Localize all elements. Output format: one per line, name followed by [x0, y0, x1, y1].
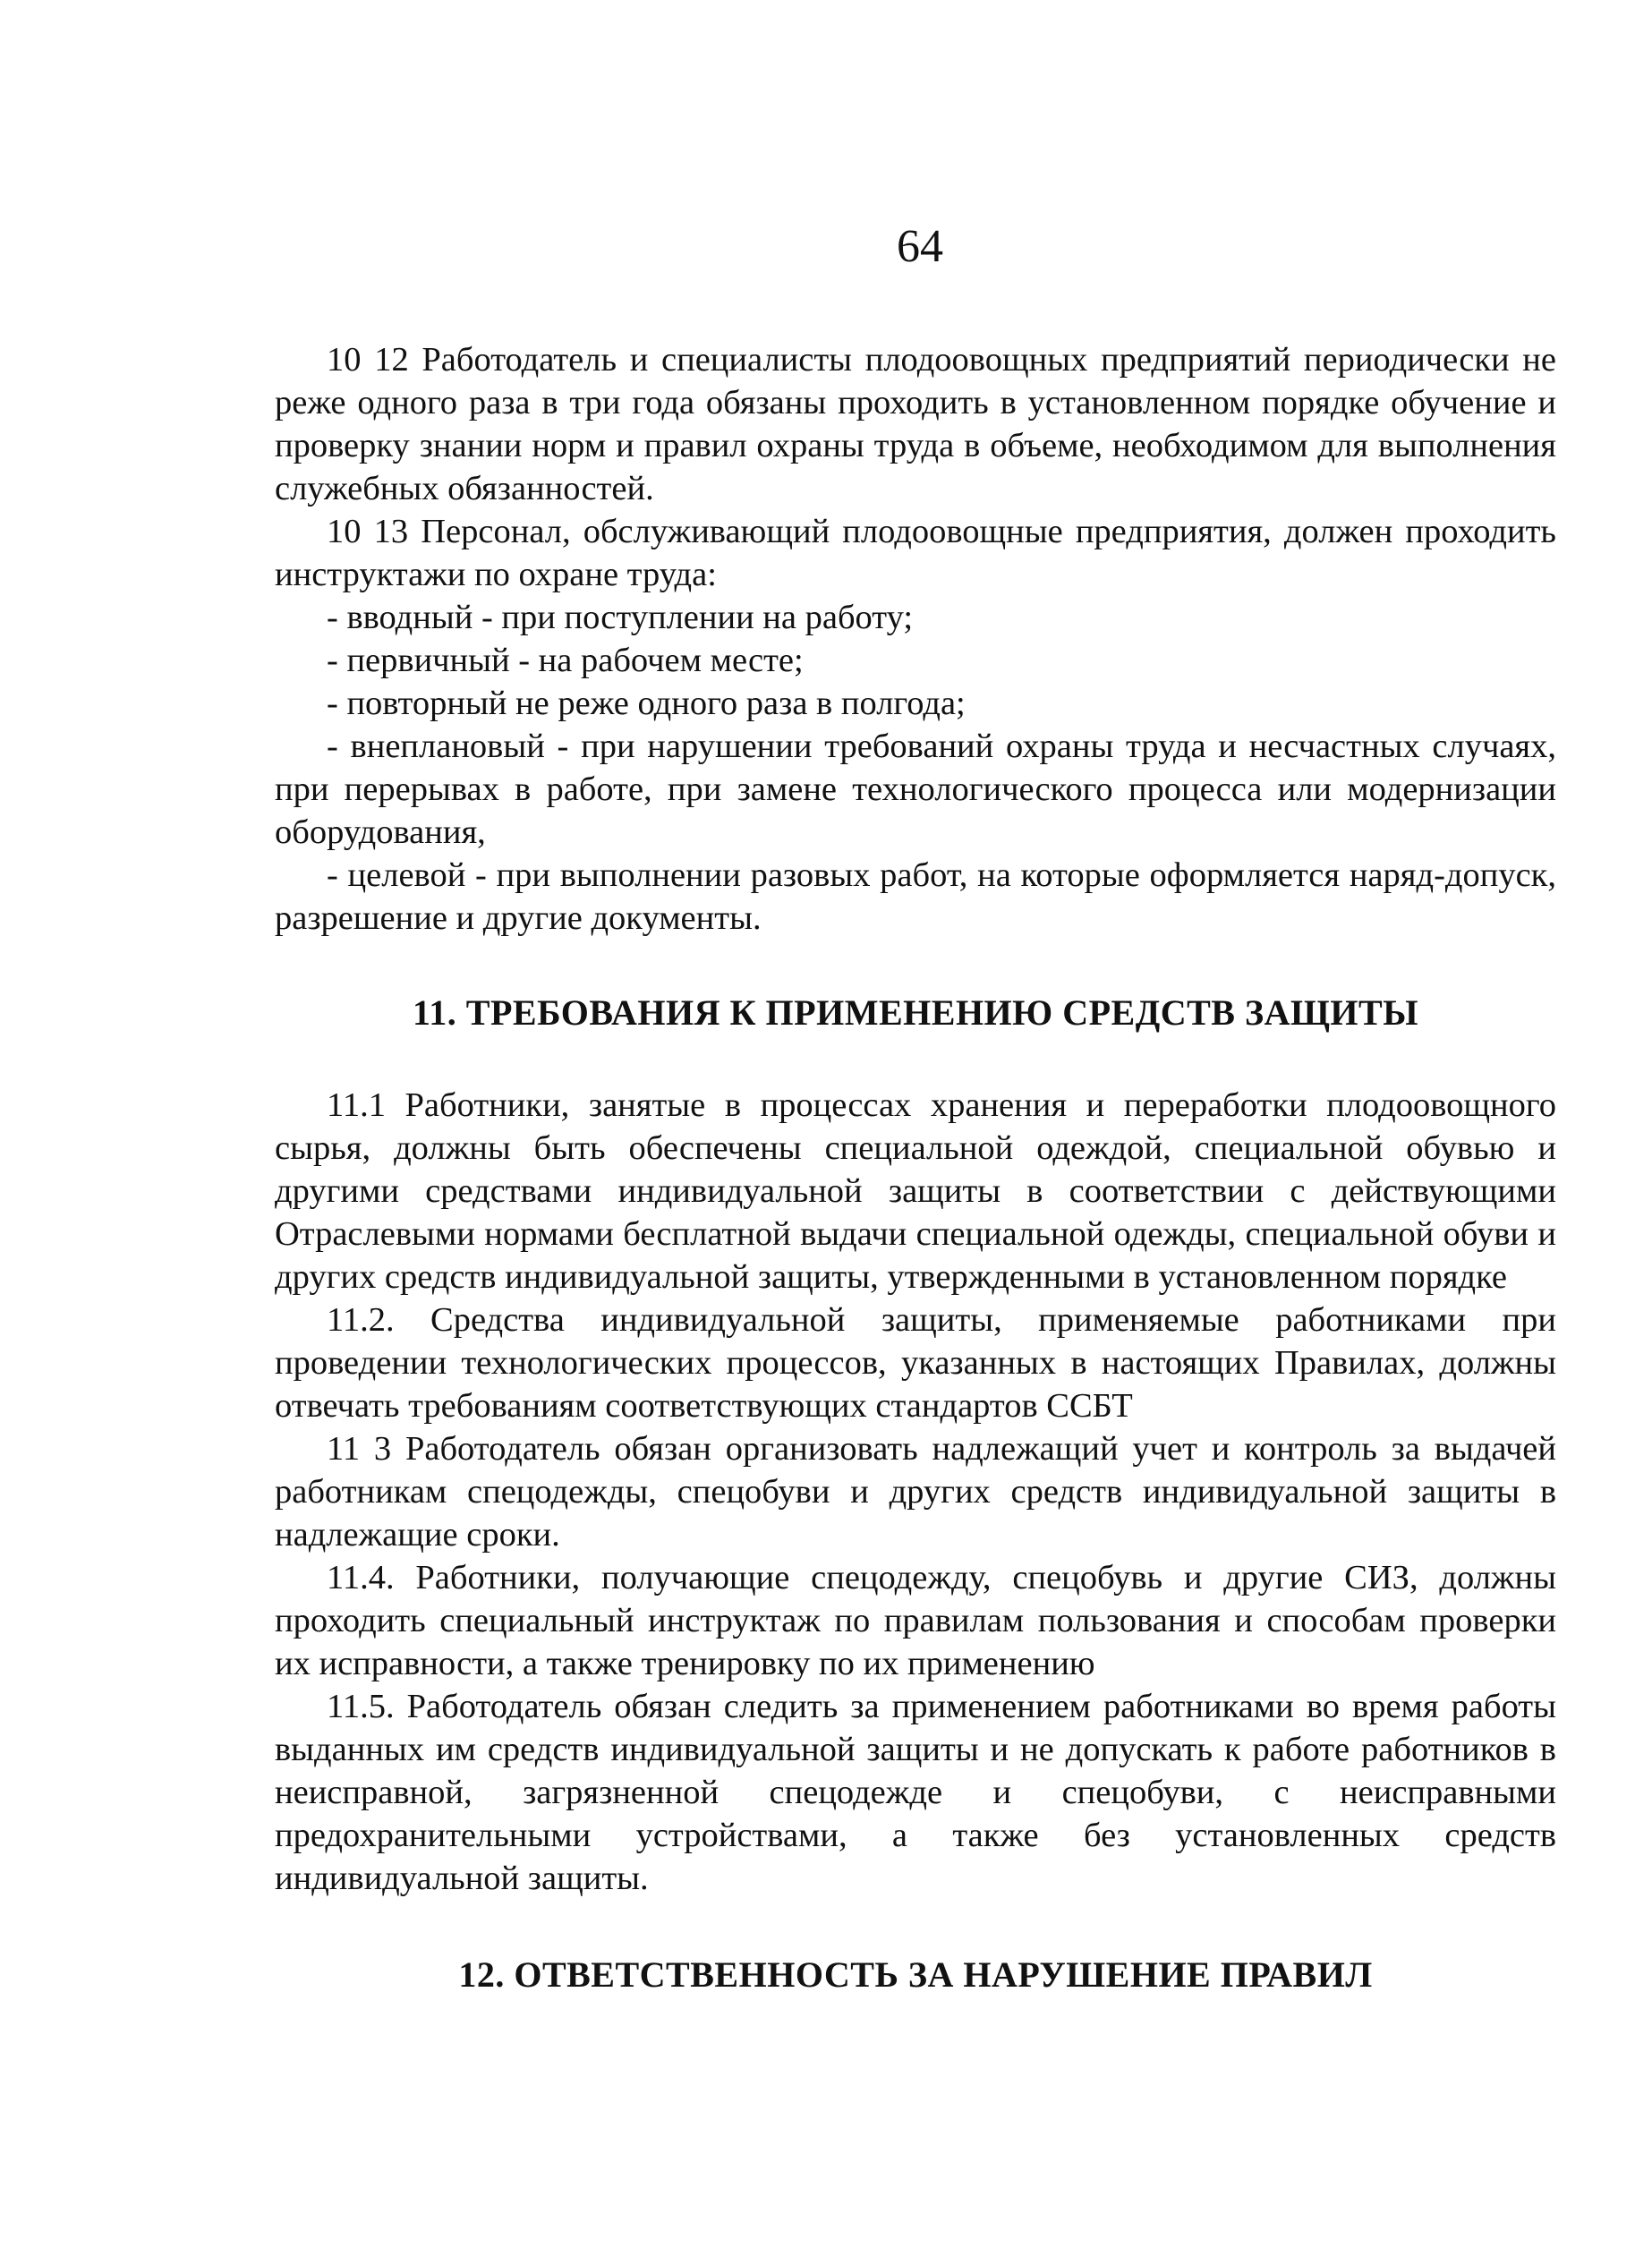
list-item: - повторный не реже одного раза в полгода;: [327, 685, 966, 722]
page-number: 64: [897, 221, 943, 272]
briefing-list: [275, 596, 1556, 940]
paragraph-10-12: 10 12 Работодатель и специалисты плодоовощных предприятий периодически не реже одного раза в три года обязаны проходить в установленном порядке обучение и проверку знании норм и правил охраны труда в объеме, необходимом для выполнения служебных обязанностей.: [275, 341, 1556, 507]
paragraph-11-5: 11.5. Работодатель обязан следить за применением работниками во время работы выданных им средств индивидуальной защиты и не допускать к работе работников в неисправной, загрязненной спецодежде и спецобуви, с неисправными предохранительными устройствами, а также без установленных средств индивидуальной защиты.: [275, 1688, 1556, 1897]
paragraph-11-1: 11.1 Работники, занятые в процессах хранения и переработки плодоовощного сырья, должны быть обеспечены специальной одеждой, специальной обувью и другими средствами индивидуальной защиты в соответствии с действующими Отраслевыми нормами бесплатной выдачи специальной одежды, специальной обуви и других средств индивидуальной защиты, утвержденными в установленном порядке: [275, 1086, 1556, 1296]
paragraph-11-2: 11.2. Средства индивидуальной защиты, применяемые работниками при проведении технологических процессов, указанных в настоящих Правилах, должны отвечать требованиям соответствующих стандартов ССБТ: [275, 1301, 1556, 1425]
paragraph-11-3: 11 3 Работодатель обязан организовать надлежащий учет и контроль за выдачей работникам спецодежды, спецобуви и других средств индивидуальной защиты в надлежащие сроки.: [275, 1430, 1556, 1554]
list-item: - вводный - при поступлении на работу;: [327, 599, 914, 636]
paragraph-10-13: 10 13 Персонал, обслуживающий плодоовощные предприятия, должен проходить инструктажи по охране труда:: [275, 513, 1556, 593]
section-12-heading: 12. ОТВЕТСТВЕННОСТЬ ЗА НАРУШЕНИЕ ПРАВИЛ: [458, 1954, 1373, 1995]
list-item: - внеплановый - при нарушении требований охраны труда и несчастных случаях, при перерывах в работе, при замене технологического процесса или модернизации оборудования,: [275, 728, 1556, 851]
section-11-heading: 11. ТРЕБОВАНИЯ К ПРИМЕНЕНИЮ СРЕДСТВ ЗАЩИТЫ: [413, 992, 1418, 1033]
document-body: [275, 338, 1556, 1996]
paragraph-11-4: 11.4. Работники, получающие спецодежду, спецобувь и другие СИЗ, должны проходить специальный инструктаж по правилам пользования и способам проверки их исправности, а также тренировку по их применению: [275, 1559, 1556, 1682]
list-item: - первичный - на рабочем месте;: [327, 642, 804, 679]
list-item: - целевой - при выполнении разовых работ, на которые оформляется наряд-допуск, разрешение и другие документы.: [275, 856, 1556, 937]
